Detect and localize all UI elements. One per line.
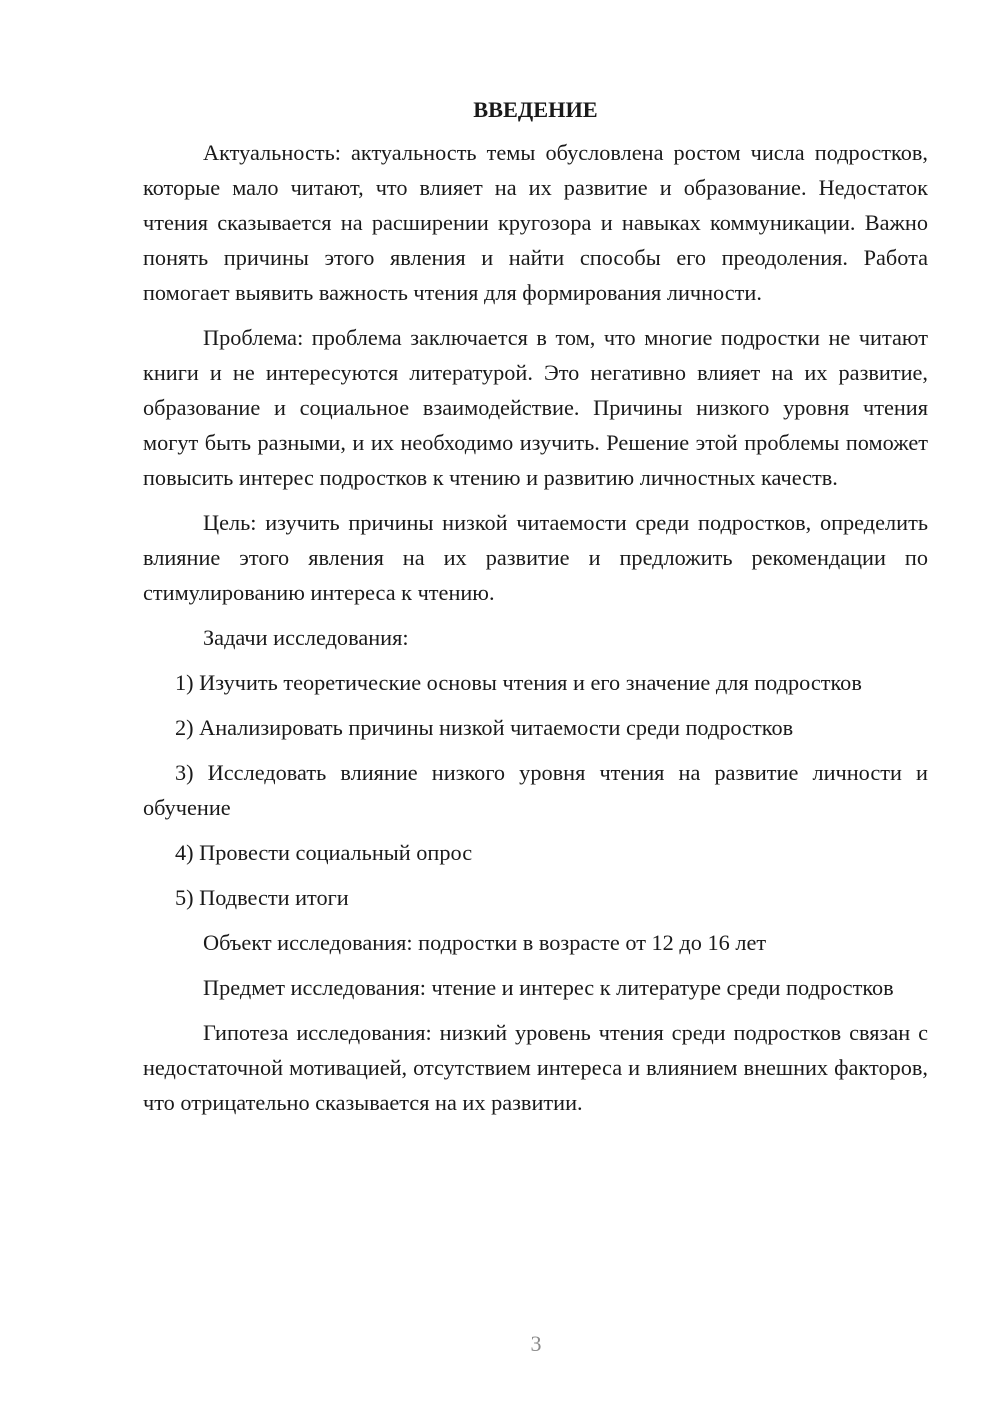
list-item: 1) Изучить теоретические основы чтения и его значение для подростков [175, 670, 862, 695]
page-content [143, 92, 928, 1130]
paragraph-object: Объект исследования: подростки в возрасте от 12 до 16 лет [203, 930, 767, 955]
list-item: 3) Исследовать влияние низкого уровня чтения на развитие личности и обучение [143, 760, 928, 820]
list-item: 5) Подвести итоги [175, 885, 349, 910]
paragraph-relevance: Актуальность: актуальность темы обусловлена ростом числа подростков, которые мало читают, что влияет на их развитие и образование. Недостаток чтения сказывается на расширении кругозора и навыках коммуникации. Важно понять причины этого явления и найти способы его преодоления. Работа помогает выявить важность чтения для формирования личности. [143, 140, 928, 305]
paragraph-problem: Проблема: проблема заключается в том, что многие подростки не читают книги и не интересуются литературой. Это негативно влияет на их развитие, образование и социальное взаимодействие. Причины низкого уровня чтения могут быть разными, и их необходимо изучить. Решение этой проблемы поможет повысить интерес подростков к чтению и развитию личностных качеств. [143, 325, 928, 490]
paragraph-subject: Предмет исследования: чтение и интерес к литературе среди подростков [203, 975, 894, 1000]
tasks-heading: Задачи исследования: [203, 625, 409, 650]
page-number: 3 [530, 1331, 542, 1356]
list-item: 2) Анализировать причины низкой читаемости среди подростков [175, 715, 794, 740]
tasks-list [143, 665, 928, 915]
paragraph-hypothesis: Гипотеза исследования: низкий уровень чтения среди подростков связан с недостаточной мотивацией, отсутствием интереса и влиянием внешних факторов, что отрицательно сказывается на их развитии. [143, 1020, 928, 1115]
page-title: ВВЕДЕНИЕ [473, 97, 598, 122]
list-item: 4) Провести социальный опрос [175, 840, 473, 865]
paragraph-goal: Цель: изучить причины низкой читаемости среди подростков, определить влияние этого явления на их развитие и предложить рекомендации по стимулированию интереса к чтению. [143, 510, 928, 605]
